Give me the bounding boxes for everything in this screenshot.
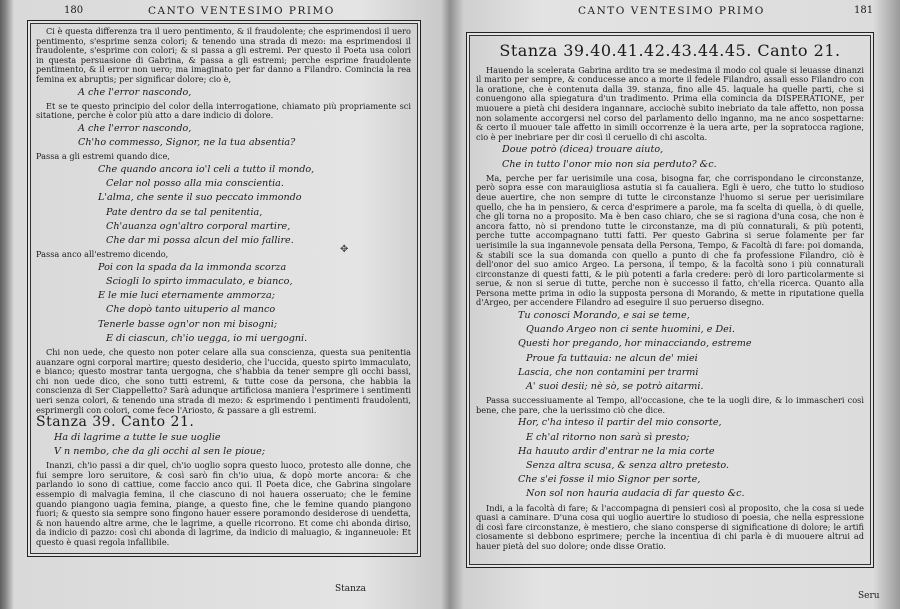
verse-line: Non sol non hauria audacia di far questo &c. xyxy=(526,488,745,500)
prose-paragraph: Indi, a la facoltà di fare; & l'accompagna di pensieri così al proposito, che la cosa si uede quasi a caminare. D'una cosa qui uoglio auertire lo studioso di poesia, che nella espressione di così fare circonstanze, è mestiero, che siano consperse di significatione di dolore; le artifi ciosamente si debbono esprimere; perche la incentiua di chi parla è di muouere altrui ad hauer pietà del suo dolore; onde disse Oratio. xyxy=(476,502,864,552)
prose-paragraph: Chi non uede, che questo non poter celare alla sua conscienza, questa sua penitentia auanzare ogni corporal martire; questo desiderio, che l'uccida, questo spirto immaculato, e bianco; questo mostrar tanta uergogna, che s'habbia da tener sempre gli occhi bassi, chi non uede dico, che sono tutti estremi, & tutte cose da persona, che habbia la conscienza di Ser Ciappelletto? Sarà adunque artificiosa maniera l'esprimere i sentimenti ueri senza colori, & tenendo una strada di mezo: & esprimendo i pentimenti fraudolenti, esprimergli con colori, come fece l'Ariosto, & passare a gli estremi. xyxy=(36,346,411,415)
verse-line: Sciogli lo spirto immaculato, e bianco, xyxy=(106,275,293,287)
section-heading: Stanza 39.40.41.42.43.44.45. Canto 21. xyxy=(499,41,841,60)
prose-paragraph: Passa a gli estremi quando dice, xyxy=(36,151,170,162)
verse-line: Doue potrò (dicea) trouare aiuto, xyxy=(502,144,664,156)
verse-line: Hor, c'ha inteso il partir del mio consorte, xyxy=(518,417,722,429)
verse-line: Celar nol posso alla mia conscientia. xyxy=(106,178,284,190)
verse-line: A che l'error nascondo, xyxy=(78,86,192,98)
verse-line: Che s'ei fosse il mio Signor per sorte, xyxy=(518,474,701,486)
verse-line: Che dar mi possa alcun del mio fallire. xyxy=(106,234,294,246)
verse-block xyxy=(476,416,864,501)
verse-line: E le mie luci eternamente ammorza; xyxy=(98,290,275,302)
verse-block xyxy=(36,163,411,248)
catchword: Stanza xyxy=(335,584,367,594)
verse-line: Che dopò tanto uituperio al manco xyxy=(106,304,276,316)
verse-line: E di ciascun, ch'io uegga, io mi uergogni. xyxy=(106,332,308,344)
verse-line: Che quando ancora io'l celi a tutto il mondo, xyxy=(98,163,315,175)
verse-line: Ch'ho commesso, Signor, ne la tua absentia? xyxy=(78,137,296,149)
verse-line: Ch'auanza ogn'altro corporal martire, xyxy=(106,220,291,232)
verse-line: Poi con la spada da la immonda scorza xyxy=(98,261,287,273)
right-page xyxy=(452,0,900,609)
verse-block xyxy=(476,143,864,171)
prose-paragraph: Passa successiuamente al Tempo, all'occasione, che te la uogli dire, & lo immascheri così bene, che pare, che la uerissimo ciò che dice. xyxy=(476,395,864,415)
verse-line: Proue fa tuttauia: ne alcun de' miei xyxy=(526,352,698,364)
text-column xyxy=(36,27,411,548)
verse-line: Tenerle basse ogn'or non mi bisogni; xyxy=(98,318,278,330)
verse-block xyxy=(36,86,411,100)
text-column xyxy=(476,42,864,553)
page-number: 181 xyxy=(854,5,874,16)
running-head: CANTO VENTESIMO PRIMO xyxy=(578,5,765,17)
page-number: 180 xyxy=(64,5,84,16)
verse-line: Questi hor pregando, hor minacciando, estreme xyxy=(518,338,752,350)
verse-line: E ch'al ritorno non sarà sì presto; xyxy=(526,431,690,443)
prose-paragraph: Hauendo la scelerata Gabrina ardito tra se medesima il modo col quale si leuasse dinanzi il marito per sempre, & conducesse anco a morte il fedele Filandro, assalì esso Filandro con la oratione, che è contenuta dalla 39. stanza, fino alle 45. laquale ha quelle parti, che si conuengono alla spiegatura d'un tradimento. Prima ella comincia da DISPERATIONE, per muouere a pietà chi desidera ingannare, acciochè subito inebriato da tale affetto, non possa non solamente accorgersi nel corso del parlamento dello inganno, ma ne anco sospettarne: & certo il muouer tale affetto in simili occorrenze è la uera arte, per la sopratocca ragione, cio è per inebriare per dir così il ceruello di chi ascolta. xyxy=(476,64,864,142)
prose-paragraph: Et se te questo principio del color della interrogatione, chiamato più propriamente sci sitatione, perche è color più atto a dare indicio di dolore. xyxy=(36,100,411,121)
verse-block xyxy=(36,122,411,150)
verse-line: Che in tutto l'onor mio non sia perduto? &c. xyxy=(502,158,717,170)
verse-block xyxy=(36,431,411,459)
ornament-icon: ✥ xyxy=(340,244,349,255)
running-head: CANTO VENTESIMO PRIMO xyxy=(148,5,335,17)
prose-paragraph: Ci è questa differenza tra il uero pentimento, & il fraudolente; che esprimendosi il uero pentimento, s'esprime senza colori; & tenendo una strada di mezo: ma esprimendosi il fraudolente, s'esprime con colori; & si passa a gli estremi. Per questo il Poeta usa colori in questa persuasione di Gabrina, & passa a gli estremi; perche esprime fraudolente pentimento, & il error non uero; ma imaginato per far danno a Filandro. Comincia la rea femina ex abruptis; per significar dolore; cio è, xyxy=(36,26,411,84)
verse-line: Ha di lagrime a tutte le sue uoglie xyxy=(54,431,221,443)
verse-line: Pate dentro da se tal penitentia, xyxy=(106,206,263,218)
verse-block xyxy=(476,309,864,394)
verse-block xyxy=(36,261,411,346)
verse-line: Lascia, che non contamini per trarmi xyxy=(518,366,699,378)
verse-line: V n nembo, che da gli occhi al sen le pioue; xyxy=(54,445,266,457)
verse-line: L'alma, che sente il suo peccato immondo xyxy=(98,192,302,204)
catchword: Seru xyxy=(858,591,880,601)
verse-line: A che l'error nascondo, xyxy=(78,122,192,134)
verse-line: Senza altra scusa, & senza altro pretesto. xyxy=(526,460,730,472)
stanza-heading: Stanza 39. Canto 21. xyxy=(36,414,195,431)
prose-paragraph: Passa anco all'estremo dicendo, xyxy=(36,249,169,260)
verse-line: A' suoi desii; nè sò, se potrò aitarmi. xyxy=(526,381,704,393)
verse-line: Tu conosci Morando, e sai se teme, xyxy=(518,310,690,322)
verse-line: Quando Argeo non ci sente huomini, e Dei. xyxy=(526,324,735,336)
prose-paragraph: Inanzi, ch'io passi a dir quel, ch'io uoglio sopra questo luoco, protesto alle donne, che fui sempre loro seruitore, & così sarò fin ch'io uiua, & dopò morte ancora: & che parlando io sono di cattiue, come faccio anco qui. Il Poeta dice, che Gabrina singolare essempio di malvagia femina, il che ciascuno di noi hauera osseruato; che le femine quando piangono uagia femina, piange, a questo fine, che le femine quando piangono fuori; & questo sia sempre sono fingono hauer essere poramondo desiderose di uendetta, & non hauendo altre arme, che le lagrime, a quelle ricorrono. Et come chi abonda diriso, da indicio di pazzo: così chi abonda di lagrime, da indicio di maluagio, & inganneuole: Et questo è quasi regola infallibile. xyxy=(36,460,411,547)
verse-line: Ha hauuto ardir d'entrar ne la mia corte xyxy=(518,445,715,457)
left-page xyxy=(0,0,448,609)
prose-paragraph: Ma, perche per far uerisimile una cosa, bisogna far, che corrispondano le circonstanze, però sopra esse con marauigliosa astutia si fa caualiera. Egli è uero, che tutto lo studioso deue auertire, che non sempre di tutte le circonstanze l'huomo si serue per uerisimilare quello, che ha in pensiero, & cerca d'esprimere a parole, ma fa scelta di quella, ò di quelle, che gli torna no a proposito. Ma è ben caso chiaro, che se si ragiona d'una cosa, che non è ancora fatto, nò si prendono tutte le circonstanze, ma di più connaturali, & più potenti, perche tutte accompagnano tutti fatti. Per questo Gabrina si serue folamente per far uerisimile la sua ingannevole pensata della Persona, Tempo, & Facoltà di fare: poi domanda, & stabili sce la sua domanda con quello a punto di che fa professione Filandro, ciò è dell'onor del suo amico Argeo. La persona, il tempo, & la facoltà sono i più connaturali circonstanze di questi fatti, & le più potenti a farla credere: però di loro particolarmente si serue, & non si serue di tutte, perche non è successo il fatto, ch'ella ricerca. Quanto alla Persona mette prima in odio la supposta persona di Morando, & mette in riputatione quella d'Argeo, per accendere Filandro ad eseguire il suo peruerso disegno. xyxy=(476,172,864,308)
